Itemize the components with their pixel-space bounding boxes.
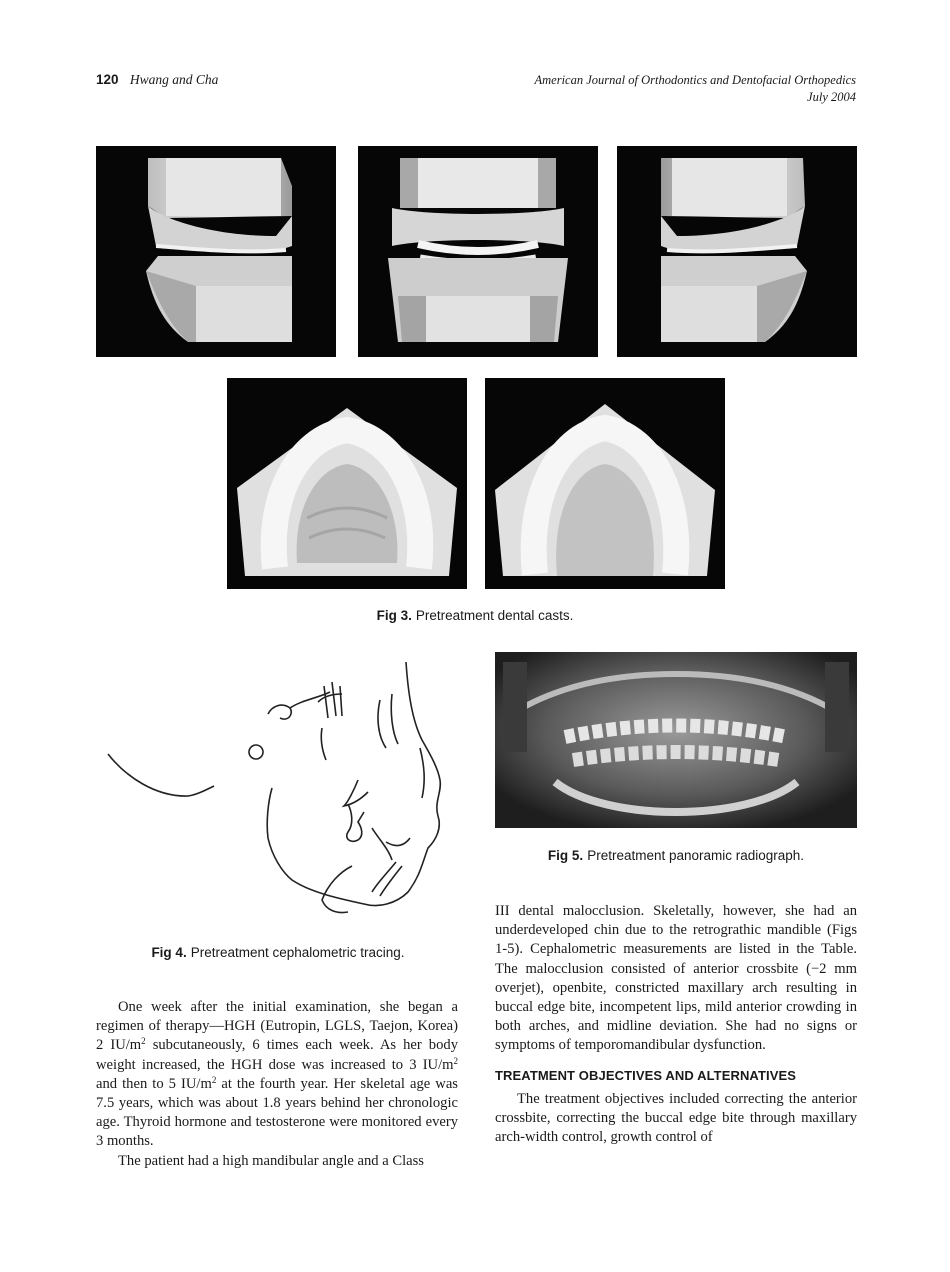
- page-number: 120: [96, 72, 119, 87]
- panoramic-radiograph: [495, 652, 857, 828]
- running-authors: Hwang and Cha: [129, 72, 219, 87]
- running-header-left: [96, 72, 218, 88]
- fig4-label: Fig 4.: [151, 945, 187, 960]
- cast-photo-mandibular-occlusal: [485, 378, 725, 589]
- fig3-label: Fig 3.: [376, 608, 412, 623]
- left-column: [96, 998, 458, 1171]
- journal-name: American Journal of Orthodontics and Dentofacial Orthopedics: [534, 73, 856, 87]
- fig5-caption-text: Pretreatment panoramic radiograph.: [587, 848, 805, 863]
- fig4-caption-text: Pretreatment cephalometric tracing.: [190, 945, 405, 960]
- cast-photo-right-lateral: [96, 146, 336, 357]
- cephalometric-tracing: [96, 652, 460, 924]
- cast-photo-maxillary-occlusal: [227, 378, 467, 589]
- paragraph-hgh-regimen: One week after the initial examination, she began a regimen of therapy—HGH (Eutropin, LGLS, Taejon, Korea) 2 $IU/m^2$ subcutaneously, 6 times each week. As her body weight increased, the HGH dose was increased to 3 $IU/m^2$ and then to 5 $IU/m^2$ at the fourth year. Her skeletal age was 7.5 years, which was about 1.8 years behind her chronologic age. Thyroid hormone and testosterone were monitored every 3 months.: [96, 999, 458, 1150]
- fig5-label: Fig 5.: [547, 848, 584, 863]
- cast-photo-left-lateral: [617, 146, 857, 357]
- paragraph-treatment-objectives: The treatment objectives included correcting the anterior crossbite, correcting the buccal edge bite through maxillary arch-width control, growth control of: [495, 1090, 857, 1146]
- issue-date: July 2004: [807, 90, 856, 104]
- cast-photo-frontal: [358, 146, 598, 357]
- right-column: [495, 902, 857, 1147]
- fig4-caption: [96, 945, 460, 960]
- fig3-caption: [0, 608, 950, 623]
- fig3-caption-text: Pretreatment dental casts.: [415, 608, 574, 623]
- paragraph-malocclusion: III dental malocclusion. Skeletally, however, she had an underdeveloped chin due to the retrograthic mandible (Figs 1-5). Cephalometric measurements are listed in the Table. The malocclusion consisted of anterior crossbite (−2 mm overjet), openbite, constricted maxillary arch resulting in buccal edge bite, incompetent lips, mild anterior crowding in both arches, and midline deviation. She had no signs or symptoms of temporomandibular dysfunction.: [495, 903, 857, 1054]
- section-heading: TREATMENT OBJECTIVES AND ALTERNATIVES: [495, 1067, 797, 1083]
- paragraph-mandibular-angle: The patient had a high mandibular angle and a Class: [118, 1152, 424, 1169]
- running-header-right: [535, 72, 857, 106]
- fig5-caption: [495, 848, 857, 863]
